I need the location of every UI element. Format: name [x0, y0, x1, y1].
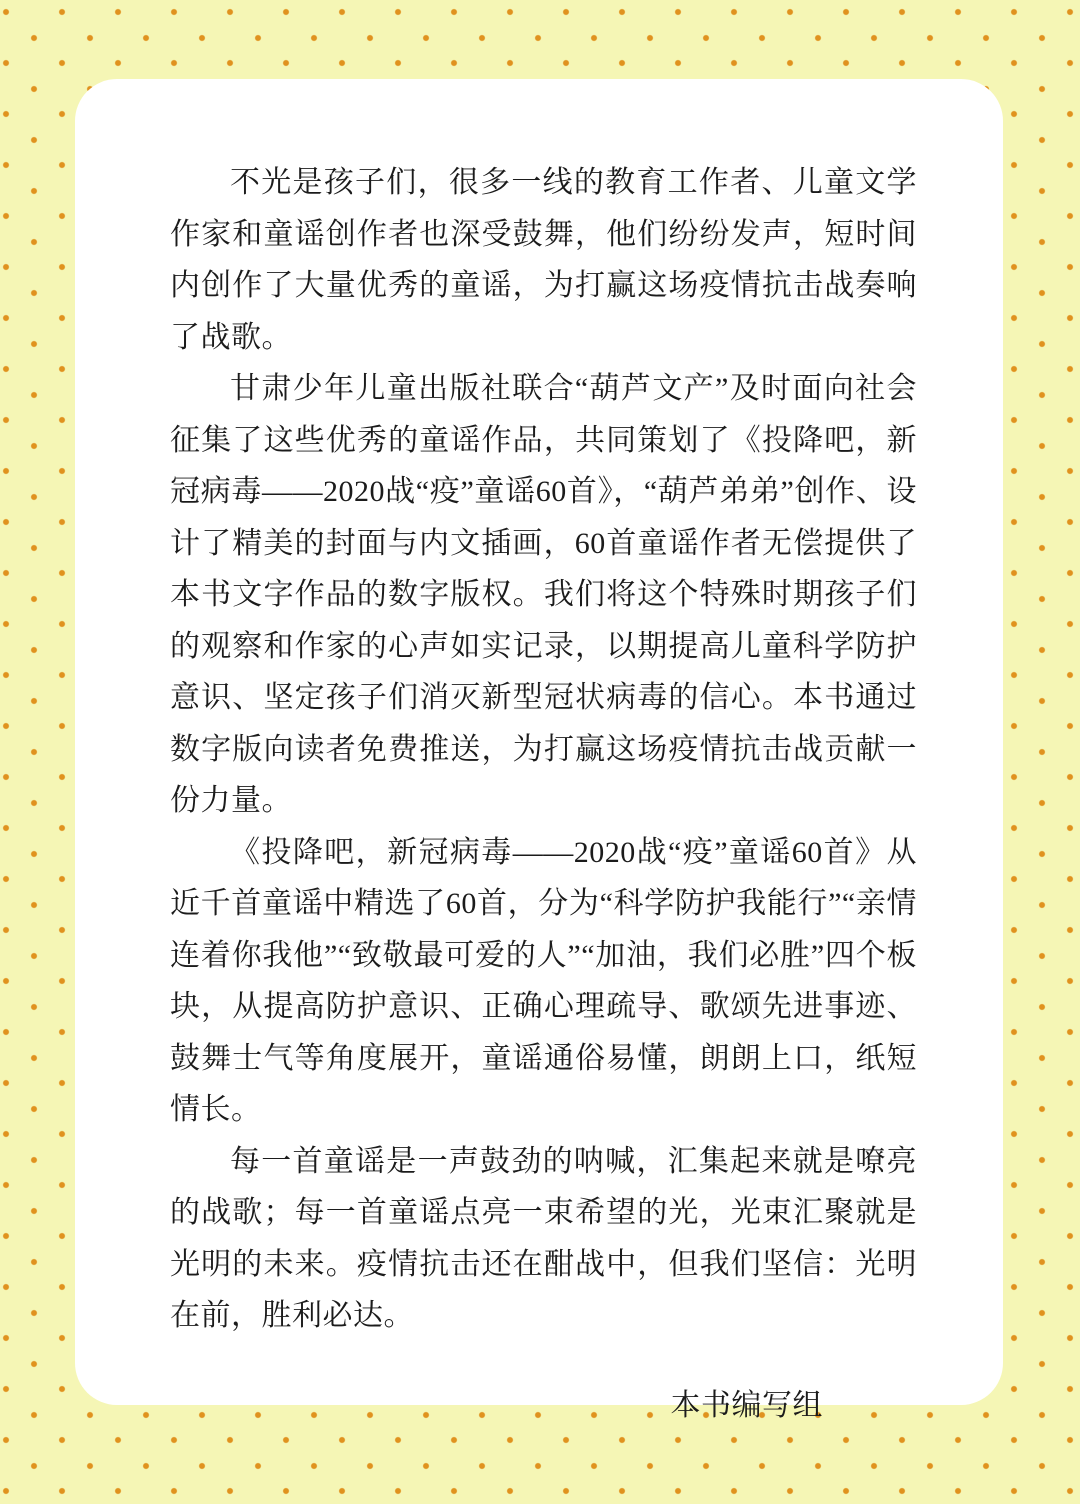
preface-text: [75, 79, 1003, 1431]
paragraph-3: 《投降吧，新冠病毒——2020战“疫”童谣60首》从近千首童谣中精选了60首，分为“科学防护我能行”“亲情连着你我他”“致敬最可爱的人”“加油，我们必胜”四个板块，从提高防护意识、正确心理疏导、歌颂先进事迹、鼓舞士气等角度展开，童谣通俗易懂，朗朗上口，纸短情长。: [170, 835, 917, 1126]
paragraph-4: 每一首童谣是一声鼓劲的呐喊，汇集起来就是嘹亮的战歌；每一首童谣点亮一束希望的光，光束汇聚就是光明的未来。疫情抗击还在酣战中，但我们坚信：光明在前，胜利必达。: [170, 1144, 917, 1332]
paragraph-2: 甘肃少年儿童出版社联合“葫芦文产”及时面向社会征集了这些优秀的童谣作品，共同策划了《投降吧，新冠病毒——2020战“疫”童谣60首》，“葫芦弟弟”创作、设计了精美的封面与内文插画，60首童谣作者无偿提供了本书文字作品的数字版权。我们将这个特殊时期孩子们的观察和作家的心声如实记录，以期提高儿童科学防护意识、坚定孩子们消灭新型冠状病毒的信心。本书通过数字版向读者免费推送，为打赢这场疫情抗击战贡献一份力量。: [170, 372, 917, 817]
signature: 本书编写组: [670, 1388, 823, 1422]
content-panel: [75, 79, 1003, 1422]
paragraph-1: 不光是孩子们，很多一线的教育工作者、儿童文学作家和童谣创作者也深受鼓舞，他们纷纷发声，短时间内创作了大量优秀的童谣，为打赢这场疫情抗击战奏响了战歌。: [170, 166, 917, 354]
